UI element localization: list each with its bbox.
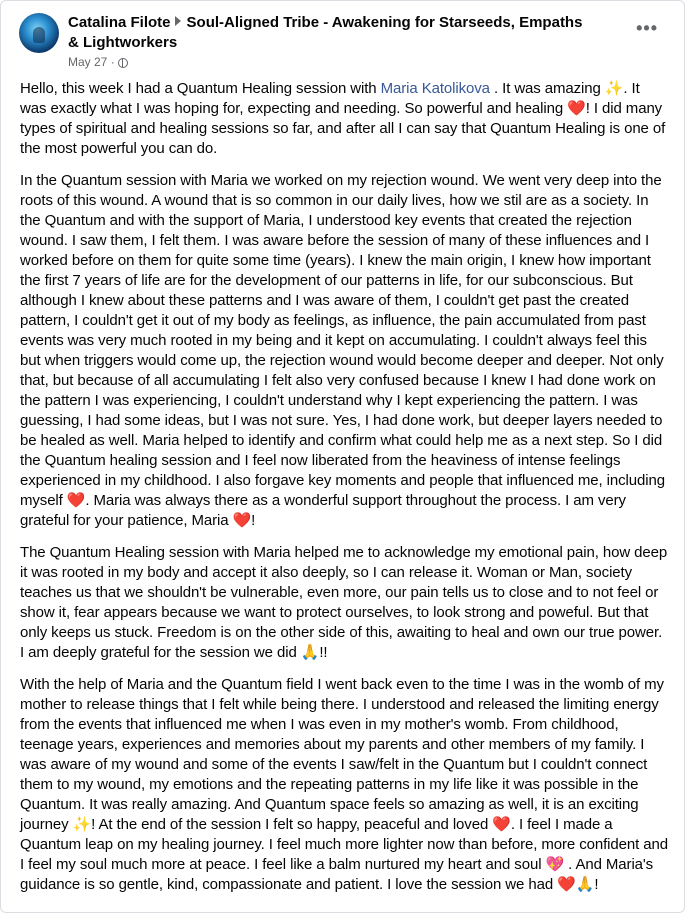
post-meta (68, 55, 128, 69)
sparkles-icon: ✨ (72, 816, 92, 833)
heart-icon: ❤️ (567, 100, 586, 117)
sparkles-icon: ✨ (604, 80, 624, 97)
heart-icon: ❤️ (66, 492, 86, 509)
globe-icon (118, 58, 128, 68)
post-body (20, 79, 668, 907)
meta-dot: · (110, 55, 115, 69)
mention-link[interactable]: Maria Katolikova (380, 80, 490, 97)
more-options-icon[interactable]: ••• (636, 18, 658, 38)
paragraph-3: The Quantum Healing session with Maria helped me to acknowledge my emotional pain, how deep it was rooted in my body and accept it also deeply, so I can release it. Woman or Man, society teaches us that we shouldn't be vulnerable, even more, our pain tells us to close and to not feel or show it, fear appears because we want to protect ourselves, to look strong and poweful. But that only keeps us stuck. Freedom is on the other side of this, awaiting to heal and own our true power. I am deeply grateful for the session we did 🙏!! (20, 544, 668, 661)
sparkling-heart-icon: 💖 (545, 856, 565, 873)
heart-icon: ❤️ (232, 512, 252, 529)
praying-hands-icon: 🙏 (300, 644, 320, 661)
post-title (68, 13, 588, 53)
arrow-right-icon (175, 16, 181, 26)
group-name[interactable]: Soul-Aligned Tribe - Awakening for Starseeds, Empaths & Lightworkers (68, 14, 583, 51)
praying-hands-icon: 🙏 (575, 876, 595, 893)
heart-icon: ❤️ (492, 816, 511, 833)
paragraph-4: With the help of Maria and the Quantum field I went back even to the time I was in the womb of my mother to release things that I felt while being there. I understood and released the limiting energy from the events that influenced me when I was even in my mother's womb. From childhood, teenage years, experiences and memories about my parents and other members of my family. I was aware of my wound and some of the events I saw/felt in the Quantum but I couldn't connect them to my wound, my emotions and the repeating patterns in my life like it was possible in the Quantum. It was really amazing. And Quantum space feels so amazing as well, it is an exciting journey ✨! At the end of the session I felt so happy, peaceful and loved ❤️. I feel I made a Quantum leap on my healing journey. I feel much more lighter now than before, more confident and I feel my soul much more at peace. I feel like a balm nurtured my heart and soul 💖 . And Maria's guidance is so gentle, kind, compassionate and patient. I love the session we had ❤️🙏! (20, 676, 668, 893)
paragraph-1: Hello, this week I had a Quantum Healing session with Maria Katolikova . It was amazing ✨. It was exactly what I was hoping for, expecting and needing. So powerful and healing ❤️! I did many types of spiritual and healing sessions so far, and after all I can say that Quantum Healing is one of the most powerful you can do. (20, 80, 666, 157)
author-name[interactable]: Catalina Filote (68, 14, 171, 31)
post-header (17, 11, 668, 71)
paragraph-2: In the Quantum session with Maria we worked on my rejection wound. We went very deep into the roots of this wound. A wound that is so common in our daily lives, how we stil are as a society. In the Quantum and with the support of Maria, I understood key events that created the rejection wound. I saw them, I felt them. I was aware before the session of many of these influences and I worked before on them for quite some time (years). I knew the main origin, I knew how important the first 7 years of life are for the development of our patterns in life, for our subconscious. But although I knew about these patterns and I was aware of them, I couldn't get past the created pattern, I couldn't get it out of my body as feelings, as influence, the pain accumulated from past events was very much rooted in my being and it kept on accumulating. I couldn't always feel this but when triggers would come up, the rejection wound would become deeper and deeper. Not only that, but because of all accumulating I felt also very confused because I knew I had done work on the pattern I was experiencing, I couldn't understand why I kept experiencing the pattern. I was guessing, I had some ideas, but I was not sure. Yes, I had done work, but deeper layers needed to be healed as well. Maria helped to identify and confirm what could help me as a next step. So I did the Quantum healing session and I feel now liberated from the heaviness of intense feelings experienced in my childhood. I also forgave key moments and people that influenced me, including myself ❤️. Maria was always there as a wonderful support throughout the process. I am very grateful for your patience, Maria ❤️! (20, 172, 665, 529)
post-date[interactable]: May 27 (68, 55, 108, 69)
avatar[interactable] (19, 13, 59, 53)
heart-icon: ❤️ (557, 876, 576, 893)
